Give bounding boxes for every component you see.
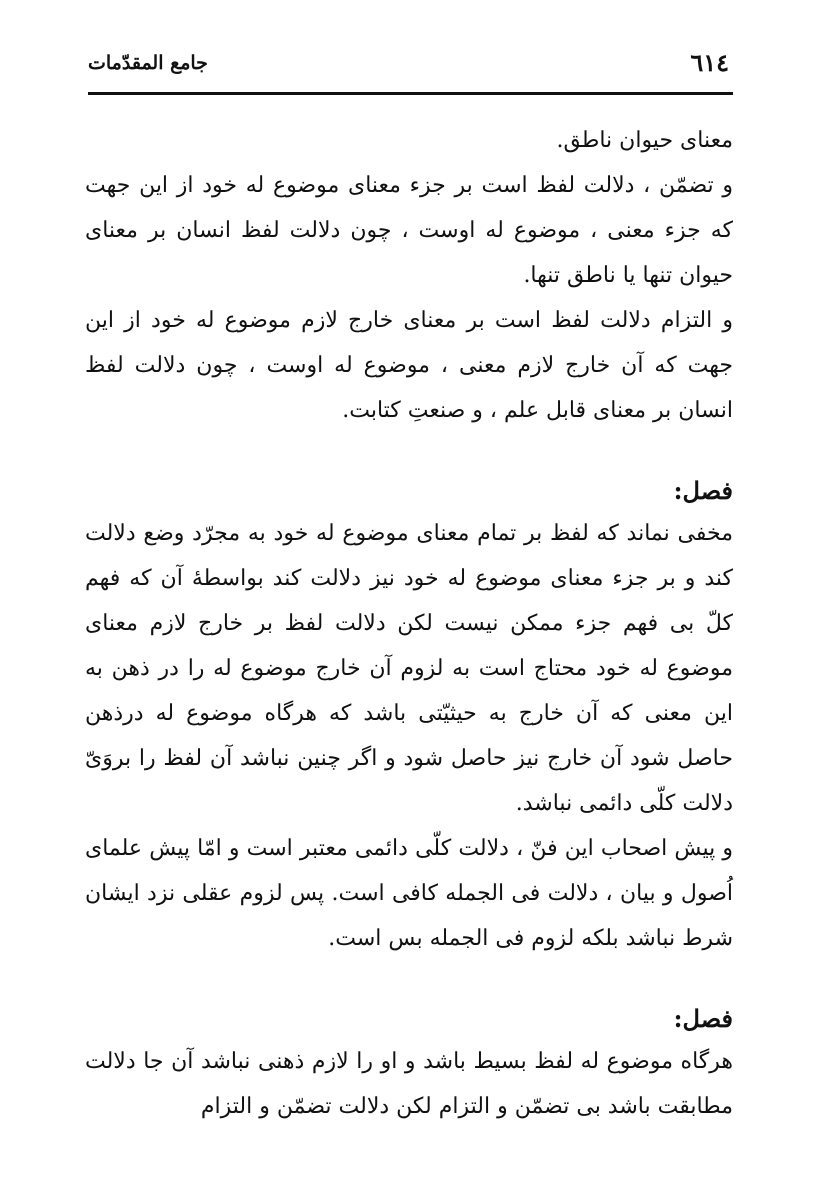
section-heading: فصل: (673, 1004, 733, 1033)
section-gap (85, 433, 733, 471)
body-text (85, 118, 733, 1129)
paragraph: و پیش اصحاب این فنّ ، دلالت کلّی دائمی معتبر است و امّا پیش علمای اُصول و بیان ، دلالت فی الجمله کافی است. پس لزوم عقلی نزد ایشان شرط نباشد بلکه لزوم فی الجمله بس است. (85, 836, 733, 951)
section-heading: فصل: (673, 476, 733, 505)
paragraph: معنای حیوان ناطق. (556, 128, 733, 153)
page-header (88, 46, 733, 95)
paragraph: مخفی نماند که لفظ بر تمام معنای موضوع له خود به مجرّد وضع دلالت کند و بر جزء معنای موضوع له خود نیز دلالت کند بواسطهٔ آن که فهم کلّ بی فهم جزء ممکن نیست لکن دلالت لفظ بر خارج لازم معنای موضوع له خود محتاج است به لزوم آن خارج موضوع له را در ذهن به این معنی که آن خارج به حیثیّتی باشد که هرگاه موضوع له درذهن حاصل شود آن خارج نیز حاصل شود و اگر چنین نباشد آن لفظ را بروَیّ دلالت کلّی دائمی نباشد. (85, 521, 733, 816)
running-title: جامع المقدّمات (88, 52, 208, 74)
page-number: ٦١٤ (690, 48, 729, 77)
paragraph: و تضمّن ، دلالت لفظ است بر جزء معنای موضوع له خود از این جهت که جزء معنی ، موضوع له اوست ، چون دلالت لفظ انسان بر معنای حیوان تنها یا ناطق تنها. (85, 173, 733, 288)
paragraph: و التزام دلالت لفظ است بر معنای خارج لازم موضوع له خود از این جهت که آن خارج لازم معنی ، موضوع له اوست ، چون دلالت لفظ انسان بر معنای قابل علم ، و صنعتِ کتابت. (85, 308, 733, 423)
paragraph: هرگاه موضوع له لفظ بسیط باشد و او را لازم ذهنی نباشد آن جا دلالت مطابقت باشد بی تضمّن و التزام لکن دلالت تضمّن و التزام (85, 1049, 733, 1119)
section-gap (85, 961, 733, 999)
